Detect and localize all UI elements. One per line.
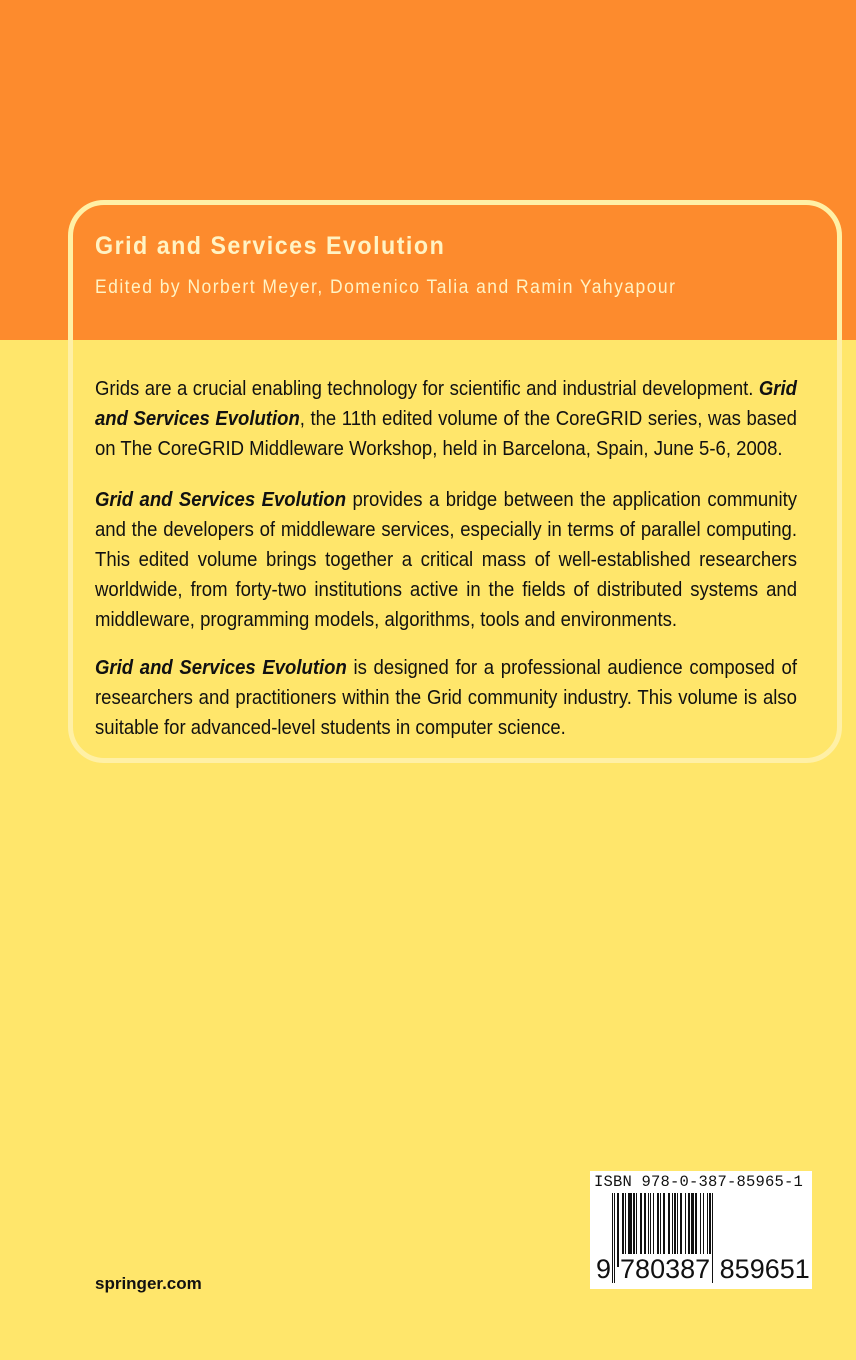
title-emphasis: Grid and Services Evolution (95, 377, 797, 430)
barcode-digits: 9 780387 859651 (596, 1254, 810, 1284)
description-paragraph-1: Grids are a crucial enabling technology for scientific and industrial development. Grid and Services Evolution, the 11th edited volume of the CoreGRID series, was based on The CoreGRID Middleware Workshop, held in Barcelona, Spain, June 5-6, 2008. (95, 377, 797, 460)
publisher-url: springer.com (95, 1274, 202, 1293)
book-title: Grid and Services Evolution (95, 232, 446, 260)
description-paragraph-2: Grid and Services Evolution provides a bridge between the application community and the developers of middleware services, especially in terms of parallel computing. This edited volume brings together a critical mass of well-established researchers worldwide, from forty-two institutions active in the fields of distributed systems and middleware, programming models, algorithms, tools and environments. (95, 488, 797, 631)
description-paragraph-3: Grid and Services Evolution is designed for a professional audience composed of researchers and practitioners within the Grid community industry. This volume is also suitable for advanced-level students in computer science. (95, 656, 797, 739)
title-emphasis: Grid and Services Evolution (95, 488, 347, 511)
book-editors: Edited by Norbert Meyer, Domenico Talia and Ramin Yahyapour (95, 277, 677, 298)
title-emphasis: Grid and Services Evolution (95, 656, 347, 679)
isbn-barcode (590, 1171, 812, 1289)
isbn-label: ISBN 978-0-387-85965-1 (594, 1173, 804, 1191)
